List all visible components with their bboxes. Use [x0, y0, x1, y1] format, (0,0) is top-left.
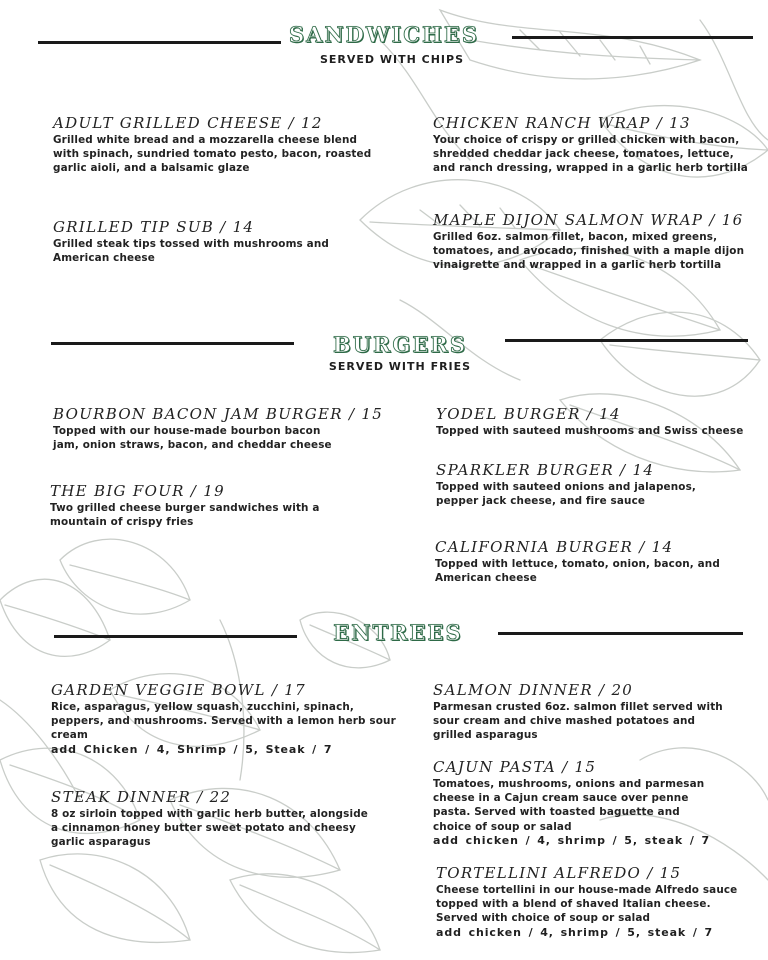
- item-description: Two grilled cheese burger sandwiches with a mountain of crispy fries: [50, 502, 320, 529]
- menu-item: [433, 114, 751, 176]
- item-name: BOURBON BACON JAM BURGER / 15: [53, 405, 384, 423]
- item-description: Tomatoes, mushrooms, onions and parmesan cheese in a Cajun cream sauce over penne pasta. Served with toasted baguette and choice of soup or salad: [433, 778, 705, 833]
- item-name: ADULT GRILLED CHEESE / 12: [53, 114, 323, 132]
- item-name: CAJUN PASTA / 15: [433, 758, 597, 776]
- item-description: Topped with sauteed onions and jalapenos, pepper jack cheese, and fire sauce: [436, 481, 697, 508]
- item-name: GRILLED TIP SUB / 14: [53, 218, 255, 236]
- menu-item: [433, 681, 733, 743]
- section-title-entrees: ENTREES: [333, 620, 463, 645]
- item-name: THE BIG FOUR / 19: [50, 482, 225, 500]
- item-name: TORTELLINI ALFREDO / 15: [436, 864, 682, 882]
- item-description: Cheese tortellini in our house-made Alfredo sauce topped with a blend of shaved Italian cheese. Served with choice of soup or salad: [436, 884, 738, 925]
- menu-item: [435, 538, 720, 585]
- item-name: STEAK DINNER / 22: [51, 788, 232, 806]
- menu-item: [50, 482, 325, 529]
- menu-item: [51, 788, 371, 850]
- item-description: Topped with lettuce, tomato, onion, bacon, and American cheese: [435, 558, 720, 585]
- item-name: MAPLE DIJON SALMON WRAP / 16: [433, 211, 744, 229]
- item-description: Grilled 6oz. salmon fillet, bacon, mixed greens, tomatoes, and avocado, finished with a maple dijon vinaigrette and wrapped in a garlic herb tortilla: [433, 231, 745, 272]
- item-description: Grilled white bread and a mozzarella cheese blend with spinach, sundried tomato pesto, bacon, roasted garlic aioli, and a balsamic glaze: [53, 134, 372, 175]
- item-description: Parmesan crusted 6oz. salmon fillet served with sour cream and chive mashed potatoes and grilled asparagus: [433, 701, 723, 742]
- menu-item: [433, 758, 713, 848]
- section-title-burgers: BURGERS: [332, 332, 468, 357]
- item-description: Topped with sauteed mushrooms and Swiss cheese: [436, 425, 744, 437]
- menu-item: [53, 218, 338, 265]
- item-description: Your choice of crispy or grilled chicken with bacon, shredded cheddar jack cheese, tomatoes, lettuce, and ranch dressing, wrapped in a garlic herb tortilla: [433, 134, 748, 175]
- item-name: SPARKLER BURGER / 14: [436, 461, 655, 479]
- section-subtitle-burgers: SERVED WITH FRIES: [328, 360, 472, 373]
- item-name: SALMON DINNER / 20: [433, 681, 634, 699]
- item-description: Topped with our house-made bourbon bacon jam, onion straws, bacon, and cheddar cheese: [53, 425, 332, 452]
- menu-item: [436, 461, 726, 508]
- item-description: 8 oz sirloin topped with garlic herb butter, alongside a cinnamon honey butter sweet potato and cheesy garlic asparagus: [51, 808, 368, 849]
- item-add-ons: add chicken / 4, shrimp / 5, steak / 7: [436, 925, 714, 939]
- item-description: Rice, asparagus, yellow squash, zucchini, spinach, peppers, and mushrooms. Served with a lemon herb sour cream: [51, 701, 396, 742]
- section-subtitle-sandwiches: SERVED WITH CHIPS: [319, 53, 464, 66]
- item-name: CHICKEN RANCH WRAP / 13: [433, 114, 691, 132]
- menu-item: [51, 681, 396, 757]
- item-name: GARDEN VEGGIE BOWL / 17: [51, 681, 306, 699]
- item-add-ons: add Chicken / 4, Shrimp / 5, Steak / 7: [51, 742, 333, 756]
- menu-item: [433, 211, 748, 273]
- menu-item: [436, 405, 758, 438]
- item-add-ons: add chicken / 4, shrimp / 5, steak / 7: [433, 833, 711, 847]
- menu-item: [53, 405, 384, 452]
- item-name: YODEL BURGER / 14: [436, 405, 621, 423]
- item-name: CALIFORNIA BURGER / 14: [435, 538, 674, 556]
- menu-item: [436, 864, 741, 940]
- menu-item: [53, 114, 373, 176]
- section-title-sandwiches: SANDWICHES: [289, 22, 479, 47]
- item-description: Grilled steak tips tossed with mushrooms and American cheese: [53, 238, 329, 265]
